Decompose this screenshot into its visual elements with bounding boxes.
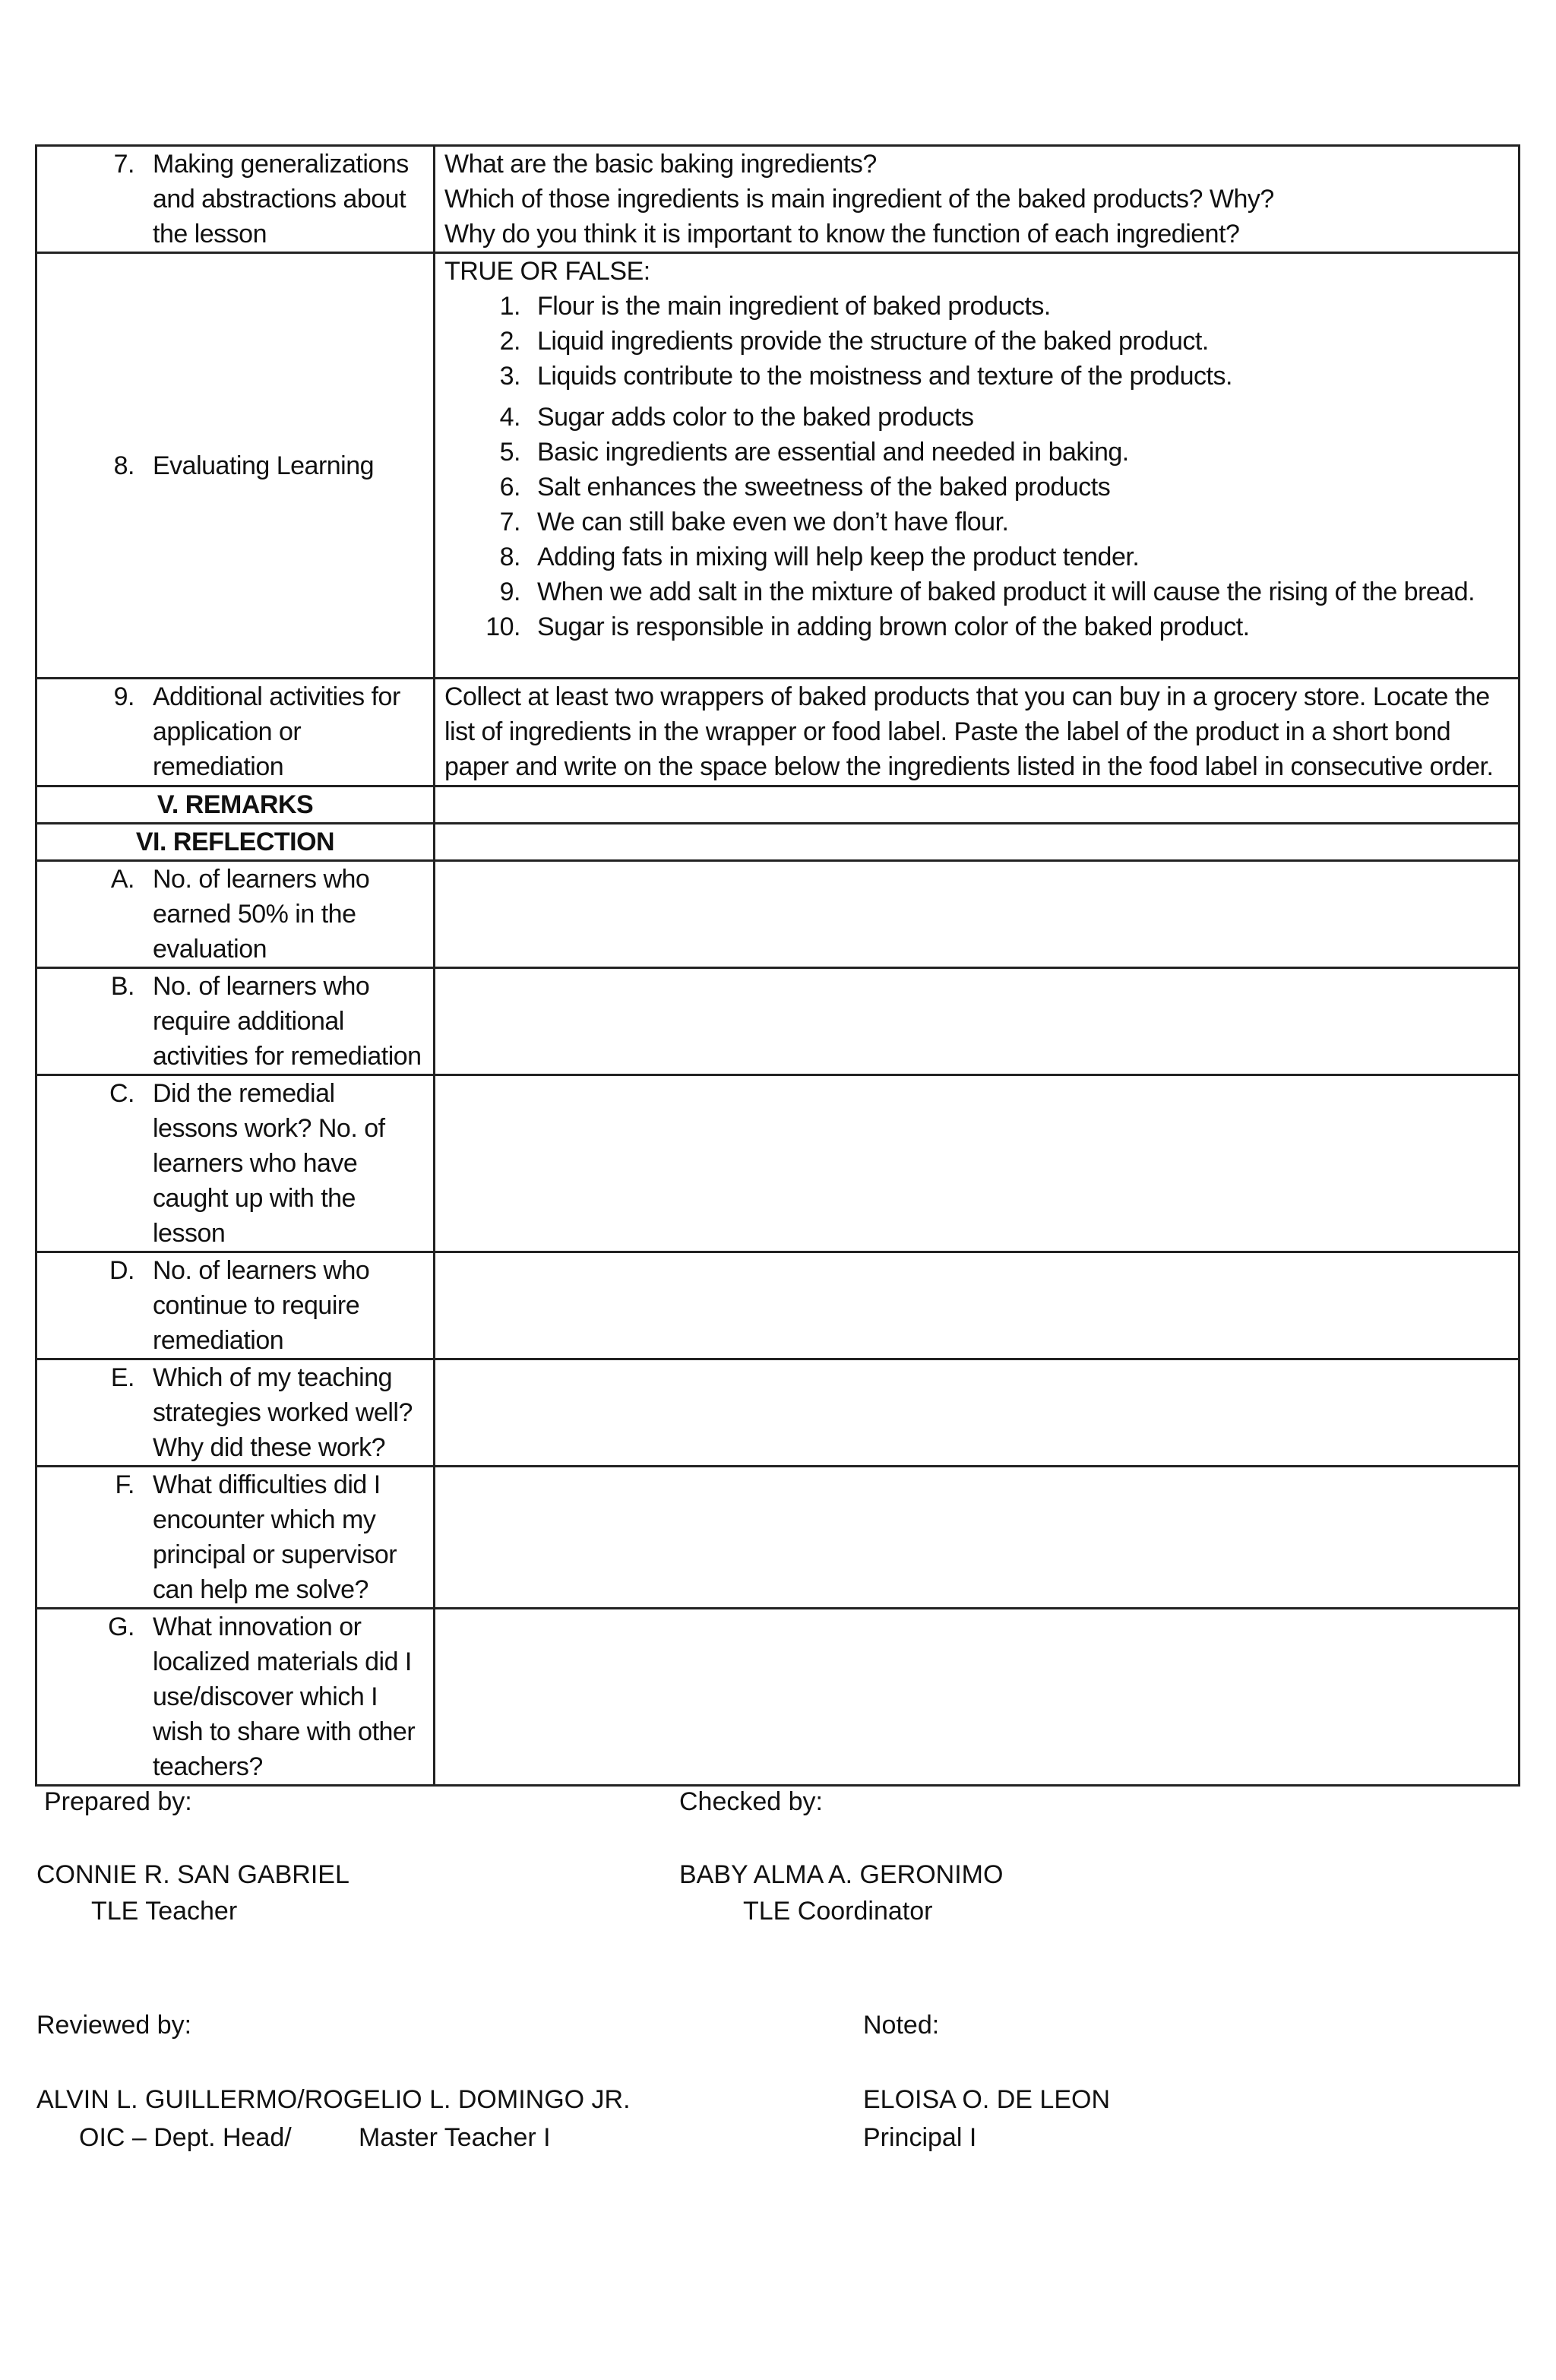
quiz-item-number: 3.	[499, 362, 520, 391]
prepared-by-label: Prepared by:	[44, 1787, 192, 1816]
reflection-letter: D.	[109, 1256, 134, 1285]
row-reflection	[36, 824, 1520, 861]
reflection-heading: VI. REFLECTION	[36, 824, 435, 861]
row-number: 9.	[113, 682, 134, 711]
reflection-label-cell	[36, 861, 435, 968]
quiz-item	[444, 505, 1509, 540]
reflection-question: No. of learners who continue to require remediation	[153, 1256, 370, 1355]
reflection-question: What innovation or localized materials did I use/discover which I wish to share with other teachers?	[153, 1613, 416, 1781]
quiz-item-text: Salt enhances the sweetness of the baked products	[537, 473, 1111, 502]
reflection-question: No. of learners who earned 50% in the evaluation	[153, 865, 370, 964]
quiz-item	[444, 574, 1509, 609]
quiz-item-number: 2.	[499, 327, 520, 356]
prepared-by-title: TLE Teacher	[91, 1897, 238, 1926]
quiz-item-text: Adding fats in mixing will help keep the product tender.	[537, 543, 1140, 571]
row-label-cell	[36, 679, 435, 786]
row-generalizations	[36, 146, 1520, 253]
activity-instructions: Collect at least two wrappers of baked products that you can buy in a grocery store. Locate the list of ingredients in the wrapper or food label. Paste the label of the product in a short bond paper and write on the space below the ingredients listed in the food label in consecutive order.	[444, 682, 1494, 781]
reflection-answer-cell[interactable]	[435, 861, 1520, 968]
quiz-item-number: 8.	[499, 543, 520, 571]
noted-name: ELOISA O. DE LEON	[863, 2085, 1111, 2114]
reflection-letter: C.	[109, 1079, 134, 1108]
row-number: 8.	[113, 451, 134, 480]
reflection-letter: F.	[115, 1470, 134, 1499]
noted-label: Noted:	[863, 2011, 940, 2040]
reflection-answer-cell[interactable]	[435, 1467, 1520, 1609]
reviewed-by-name: ALVIN L. GUILLERMO/ROGELIO L. DOMINGO JR.	[36, 2085, 631, 2114]
reflection-row	[36, 1075, 1520, 1252]
row-label: Making generalizations and abstractions about the lesson	[153, 150, 409, 248]
quiz-item-number: 10.	[485, 612, 520, 641]
reviewed-by-title-1: OIC – Dept. Head/	[79, 2123, 292, 2152]
row-label: Additional activities for application or remediation	[153, 682, 400, 781]
quiz-item	[444, 470, 1509, 505]
quiz-item-text: Sugar adds color to the baked products	[537, 403, 974, 432]
reflection-label-cell	[36, 1075, 435, 1252]
quiz-item-text: Basic ingredients are essential and needed in baking.	[537, 438, 1129, 467]
reflection-row	[36, 1252, 1520, 1359]
quiz-item-number: 6.	[499, 473, 520, 502]
reflection-row	[36, 1609, 1520, 1786]
remarks-cell	[435, 786, 1520, 824]
quiz-item-number: 7.	[499, 508, 520, 536]
checked-by-title: TLE Coordinator	[743, 1897, 933, 1926]
quiz-item-text: When we add salt in the mixture of baked product it will cause the rising of the bread.	[537, 578, 1475, 606]
row-number: 7.	[113, 150, 134, 179]
checked-by-label: Checked by:	[679, 1787, 823, 1816]
quiz-item-text: Flour is the main ingredient of baked products.	[537, 292, 1051, 321]
reflection-question: Which of my teaching strategies worked well? Why did these work?	[153, 1363, 413, 1462]
quiz-list	[444, 289, 1509, 644]
quiz-item-number: 5.	[499, 438, 520, 467]
row-label-cell	[36, 146, 435, 253]
reflection-cell	[435, 824, 1520, 861]
row-content-cell	[435, 253, 1520, 679]
reflection-question: No. of learners who require additional activities for remediation	[153, 972, 422, 1071]
quiz-item	[444, 324, 1509, 359]
reflection-row	[36, 861, 1520, 968]
reflection-answer-cell[interactable]	[435, 1359, 1520, 1467]
reflection-row	[36, 1359, 1520, 1467]
row-remarks	[36, 786, 1520, 824]
reflection-answer-cell[interactable]	[435, 1252, 1520, 1359]
reflection-label-cell	[36, 1609, 435, 1786]
lesson-plan-table	[35, 144, 1520, 1787]
row-additional-activities	[36, 679, 1520, 786]
question-line: Which of those ingredients is main ingredient of the baked products? Why?	[444, 185, 1274, 214]
row-content-cell	[435, 146, 1520, 253]
reflection-letter: B.	[110, 972, 134, 1001]
reflection-label-cell	[36, 1359, 435, 1467]
reflection-question: Did the remedial lessons work? No. of learners who have caught up with the lesson	[153, 1079, 385, 1248]
checked-by-name: BABY ALMA A. GERONIMO	[679, 1860, 1004, 1889]
question-line: What are the basic baking ingredients?	[444, 150, 877, 179]
quiz-item-number: 1.	[499, 292, 520, 321]
quiz-item-text: Liquids contribute to the moistness and texture of the products.	[537, 362, 1232, 391]
quiz-item-text: Liquid ingredients provide the structure of the baked product.	[537, 327, 1209, 356]
quiz-item	[444, 609, 1509, 644]
reflection-letter: E.	[110, 1363, 134, 1392]
reflection-answer-cell[interactable]	[435, 968, 1520, 1075]
reflection-letter: A.	[110, 865, 134, 894]
quiz-item-number: 4.	[499, 403, 520, 432]
question-line: Why do you think it is important to know the function of each ingredient?	[444, 220, 1240, 248]
quiz-item-text: Sugar is responsible in adding brown color of the baked product.	[537, 612, 1250, 641]
reflection-answer-cell[interactable]	[435, 1075, 1520, 1252]
row-content-cell	[435, 679, 1520, 786]
quiz-item-text: We can still bake even we don’t have flour.	[537, 508, 1009, 536]
quiz-item	[444, 359, 1509, 394]
quiz-item	[444, 540, 1509, 574]
quiz-item	[444, 400, 1509, 435]
quiz-item	[444, 435, 1509, 470]
quiz-item-number: 9.	[499, 578, 520, 606]
prepared-by-name: CONNIE R. SAN GABRIEL	[36, 1860, 349, 1889]
row-label: Evaluating Learning	[153, 451, 375, 480]
reflection-letter: G.	[108, 1613, 134, 1641]
remarks-heading: V. REMARKS	[36, 786, 435, 824]
noted-title: Principal I	[863, 2123, 977, 2152]
reflection-label-cell	[36, 1252, 435, 1359]
reflection-answer-cell[interactable]	[435, 1609, 1520, 1786]
row-evaluating-learning	[36, 253, 1520, 679]
reflection-label-cell	[36, 968, 435, 1075]
reflection-label-cell	[36, 1467, 435, 1609]
quiz-heading: TRUE OR FALSE:	[444, 257, 650, 286]
reviewed-by-label: Reviewed by:	[36, 2011, 192, 2040]
reflection-row	[36, 968, 1520, 1075]
row-label-cell	[36, 253, 435, 679]
quiz-item	[444, 289, 1509, 324]
reflection-question: What difficulties did I encounter which my principal or supervisor can help me solve?	[153, 1470, 397, 1604]
reflection-row	[36, 1467, 1520, 1609]
reviewed-by-title-2: Master Teacher I	[359, 2123, 551, 2152]
